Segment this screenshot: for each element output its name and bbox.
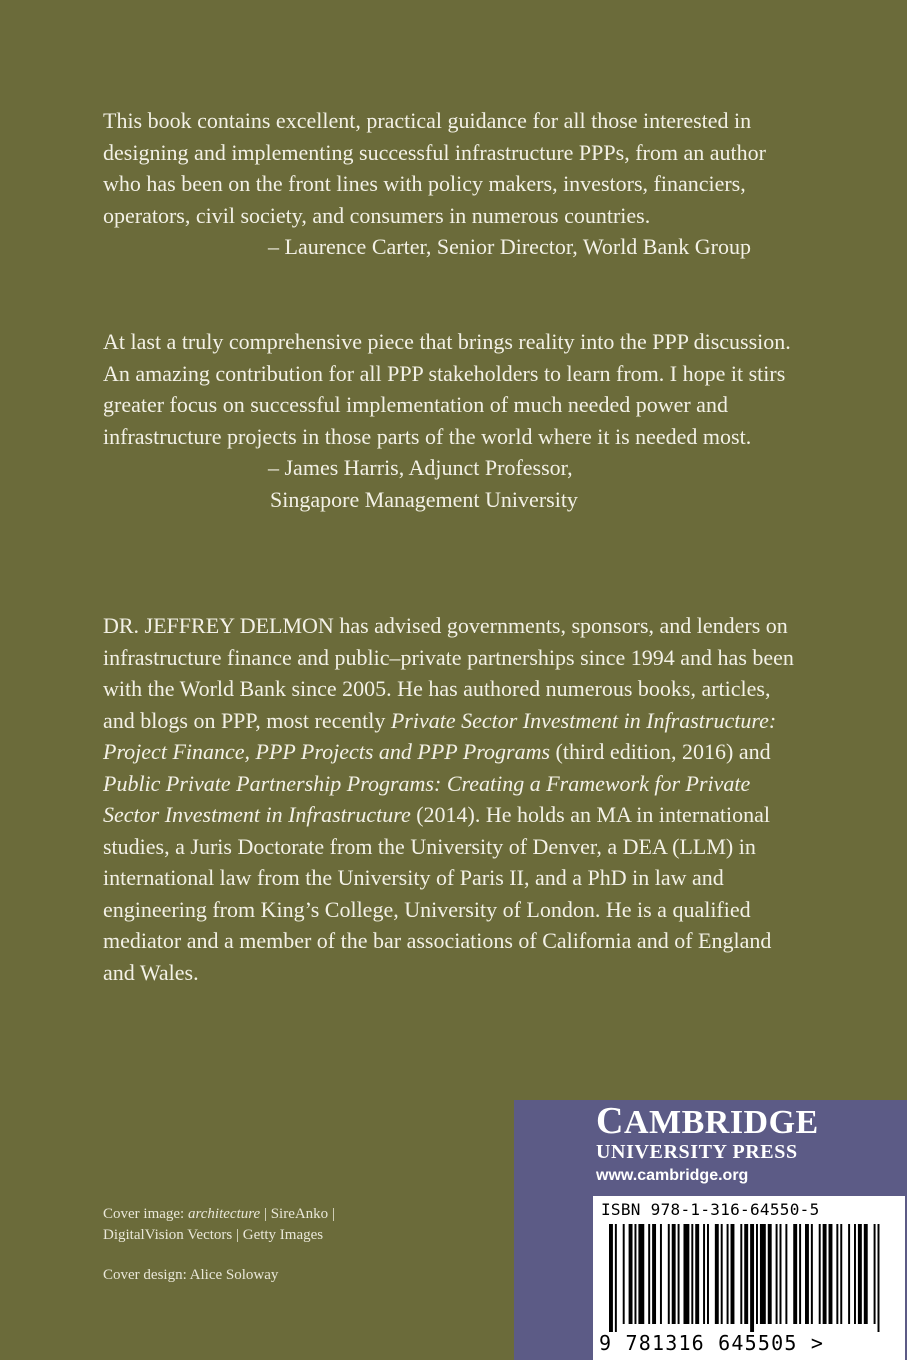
- barcode-bar: [823, 1224, 827, 1324]
- barcode-bar: [805, 1224, 809, 1324]
- publisher-initial: C: [596, 1100, 624, 1142]
- barcode-bar: [615, 1224, 617, 1332]
- endorsement-1-quote: This book contains excellent, practical guidance for all those interested in designing and implementing successful infrastructure PPPs, from an author who has been on the front lines with policy makers, investors, financiers, operators, civil society, and consumers in numerous countries.: [103, 108, 766, 228]
- bio-title-2: Public Private Partnership Programs: Creating a Framework for Private Sector Investment in Infrastructure: [103, 770, 751, 827]
- barcode-bar: [836, 1224, 838, 1324]
- barcode-bar: [623, 1224, 625, 1324]
- endorsement-2-affiliation: Singapore Management University: [270, 486, 578, 512]
- cover-image-credit: [103, 1204, 335, 1246]
- barcode-bar: [727, 1224, 729, 1324]
- endorsement-2-attribution: – James Harris, Adjunct Professor,: [268, 455, 573, 480]
- barcode-bar: [780, 1224, 782, 1324]
- credit-image-title: architecture: [187, 1206, 261, 1222]
- bio-title-1: Private Sector Investment in Infrastructure: Project Finance, PPP Projects and PPP Programs: [103, 707, 777, 764]
- barcode-bar: [811, 1224, 813, 1324]
- barcode-bar: [672, 1224, 676, 1324]
- barcode-bar: [793, 1224, 797, 1324]
- barcode-bar: [652, 1224, 656, 1324]
- publisher-logo-name: [596, 1100, 819, 1144]
- barcode-bar: [634, 1224, 636, 1324]
- endorsement-2-quote: At last a truly comprehensive piece that brings reality into the PPP discussion. An amazing contribution for all PPP stakeholders to learn from. I hope it stirs greater focus on successful implementation of much needed power and infrastructure projects in those parts of the world where it is needed most.: [103, 329, 791, 449]
- endorsement-1: [103, 105, 803, 263]
- cover-design-credit: Cover design: Alice Soloway: [103, 1267, 279, 1283]
- barcode-bar: [740, 1224, 742, 1324]
- endorsement-2: [103, 326, 803, 515]
- barcode-bar: [848, 1224, 850, 1324]
- publisher-name-rest: AMBRIDGE: [623, 1104, 819, 1141]
- barcode-bar: [703, 1224, 705, 1324]
- barcode-bar: [744, 1224, 748, 1324]
- barcode-bar: [750, 1224, 754, 1332]
- barcode-box: [593, 1196, 905, 1360]
- barcode-bar: [660, 1224, 662, 1324]
- barcode-bar: [678, 1224, 680, 1324]
- barcode-bar: [768, 1224, 772, 1324]
- barcode-bar: [874, 1224, 876, 1324]
- barcode-bar: [864, 1224, 868, 1324]
- barcode-bar: [721, 1224, 723, 1324]
- barcode-bar: [691, 1224, 693, 1324]
- barcode-bar: [756, 1224, 758, 1324]
- barcode-bar: [683, 1224, 689, 1324]
- barcode-bar: [707, 1224, 709, 1324]
- isbn-label: ISBN 978-1-316-64550-5: [601, 1200, 820, 1219]
- barcode-bar: [760, 1224, 766, 1324]
- barcode-bar: [785, 1224, 787, 1324]
- author-bio: [103, 610, 803, 988]
- endorsement-1-attribution: – Laurence Carter, Senior Director, World Bank Group: [268, 234, 751, 259]
- publisher-panel: [514, 1100, 907, 1360]
- publisher-press: UNIVERSITY PRESS: [596, 1141, 798, 1163]
- barcode-bar: [878, 1224, 880, 1332]
- barcode-bar: [799, 1224, 801, 1324]
- barcode-bar: [629, 1224, 633, 1324]
- publisher-url: www.cambridge.org: [596, 1167, 749, 1184]
- barcode-bar: [638, 1224, 644, 1324]
- bio-part-2: (third edition, 2016) and: [550, 739, 771, 764]
- barcode-bar: [840, 1224, 842, 1324]
- barcode-bar: [819, 1224, 821, 1324]
- credit-image-rest2: DigitalVision Vectors | Getty Images: [103, 1227, 324, 1243]
- barcode-bar: [648, 1224, 650, 1324]
- barcode-bar: [854, 1224, 856, 1324]
- barcode-bar: [776, 1224, 778, 1324]
- barcode-bar: [731, 1224, 735, 1324]
- bio-part-1: DR. JEFFREY DELMON has advised governments, sponsors, and lenders on infrastructure finance and public–private partnerships since 1994 and has been with the World Bank since 2005. He has authored numerous books, articles, and blogs on PPP, most recently: [103, 613, 794, 733]
- credit-image-prefix: Cover image:: [103, 1206, 188, 1222]
- barcode-bar: [829, 1224, 833, 1324]
- bio-part-3: (2014). He holds an MA in international studies, a Juris Doctorate from the University of Denver, a DEA (LLM) in international law from the University of Paris II, and a PhD in law and engineering from King’s College, University of London. He is a qualified mediator and a member of the bar associations of California and of England and Wales.: [103, 802, 772, 985]
- isbn-digits: 9 781316 645505 >: [599, 1331, 825, 1355]
- credit-image-rest1: | SireAnko |: [260, 1206, 335, 1222]
- barcode-bar: [668, 1224, 670, 1324]
- barcode-bar: [695, 1224, 699, 1324]
- barcode-bar: [858, 1224, 862, 1324]
- barcode-icon: [599, 1224, 899, 1332]
- barcode-bar: [609, 1224, 613, 1332]
- barcode-bar: [715, 1224, 719, 1324]
